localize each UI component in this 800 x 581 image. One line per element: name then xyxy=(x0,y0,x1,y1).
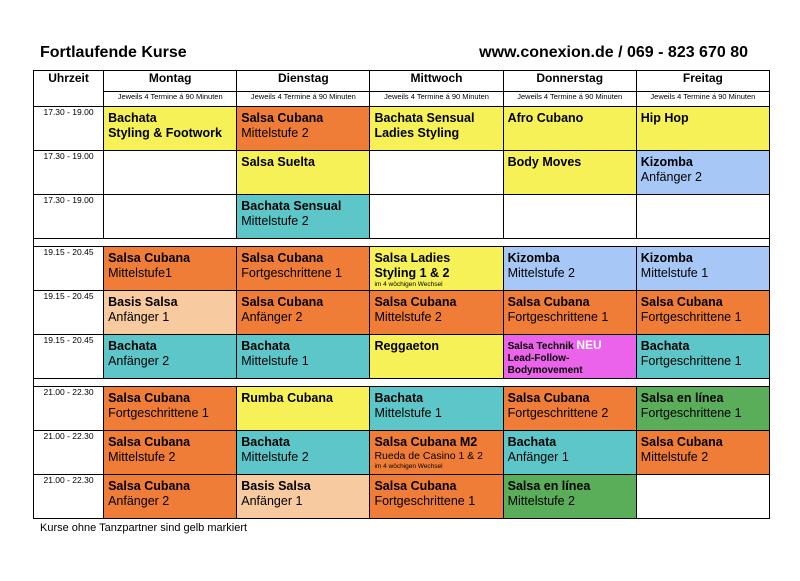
time-slot: 19.15 - 20.45 xyxy=(34,335,104,379)
schedule-row xyxy=(34,475,770,519)
course-name-text: Salsa Suelta xyxy=(241,155,315,169)
course-level: Mittelstufe1 xyxy=(108,266,173,280)
subheader-note: Jeweils 4 Termine á 90 Minuten xyxy=(503,92,636,107)
course-name-text: Salsa Cubana xyxy=(108,435,191,449)
course-cell xyxy=(237,107,370,151)
course-level: Fortgeschrittene 1 xyxy=(640,406,742,420)
course-cell xyxy=(104,247,237,291)
course-name xyxy=(508,111,632,126)
time-slot: 21.00 - 22.30 xyxy=(34,387,104,431)
course-name xyxy=(508,479,632,494)
course-note: im 4 wöchigen Wechsel xyxy=(374,463,443,470)
time-slot: 17.30 - 19.00 xyxy=(34,107,104,151)
schedule-body xyxy=(34,107,770,519)
time-slot: 17.30 - 19.00 xyxy=(34,151,104,195)
course-level: Lead-Follow- xyxy=(507,353,570,364)
course-level: Mittelstufe 2 xyxy=(374,310,442,324)
course-level: Rueda de Casino 1 & 2 xyxy=(374,450,484,462)
course-name-text: Hip Hop xyxy=(640,111,689,125)
course-name xyxy=(508,339,632,353)
course-name-text: Afro Cubano xyxy=(507,111,584,125)
course-cell xyxy=(104,335,237,379)
schedule-row xyxy=(34,107,770,151)
course-cell xyxy=(503,431,636,475)
course-level: Anfänger 1 xyxy=(507,450,569,464)
course-level: Mittelstufe 1 xyxy=(374,406,442,420)
course-name-text: Reggaeton xyxy=(374,339,440,353)
time-slot: 19.15 - 20.45 xyxy=(34,291,104,335)
course-name xyxy=(641,295,765,310)
day-header-row xyxy=(34,71,770,92)
course-level: Mittelstufe 1 xyxy=(640,266,709,280)
course-name xyxy=(108,391,232,406)
course-name xyxy=(508,391,632,406)
course-name xyxy=(241,479,365,494)
course-cell xyxy=(104,107,237,151)
course-cell xyxy=(237,431,370,475)
course-level: Fortgeschrittene 2 xyxy=(507,406,609,420)
separator-cell xyxy=(34,239,770,247)
course-name-text: Salsa Cubana xyxy=(640,295,723,309)
course-level-line2: Bodymovement xyxy=(507,365,583,376)
course-name-text: Salsa Cubana xyxy=(241,111,324,125)
course-name-text: Salsa en línea xyxy=(507,479,591,493)
course-cell xyxy=(503,387,636,431)
course-cell xyxy=(503,247,636,291)
course-cell xyxy=(237,291,370,335)
course-cell xyxy=(636,247,769,291)
course-cell xyxy=(237,195,370,239)
course-level: Fortgeschrittene 1 xyxy=(241,266,343,280)
course-name xyxy=(641,111,765,126)
course-cell xyxy=(370,247,503,291)
course-cell xyxy=(104,291,237,335)
course-level: Mittelstufe 2 xyxy=(241,214,309,228)
course-name xyxy=(374,339,498,354)
contact-info: www.conexion.de / 069 - 823 670 80 xyxy=(479,44,748,61)
course-name xyxy=(508,251,632,266)
course-name xyxy=(241,111,365,126)
schedule-row xyxy=(34,431,770,475)
course-name-text: Rumba Cubana xyxy=(241,391,333,405)
course-level: Fortgeschrittene 1 xyxy=(640,310,742,324)
course-name xyxy=(374,391,498,406)
course-level: Fortgeschrittene 1 xyxy=(374,494,476,508)
course-name xyxy=(108,251,232,266)
course-name xyxy=(374,435,498,450)
course-name-text: Bachata xyxy=(241,339,290,353)
course-name xyxy=(508,295,632,310)
course-name xyxy=(241,391,365,406)
empty-cell xyxy=(636,195,769,239)
time-column-header: Uhrzeit xyxy=(34,71,104,107)
day-header-freitag: Freitag xyxy=(636,71,769,92)
course-cell xyxy=(104,387,237,431)
course-name-text: Bachata xyxy=(640,339,690,353)
course-level: Mittelstufe 2 xyxy=(507,494,575,508)
course-name xyxy=(374,251,498,266)
course-level: Mittelstufe 2 xyxy=(241,126,309,140)
course-name-text: Body Moves xyxy=(507,155,582,169)
course-name-text: Bachata xyxy=(108,111,157,125)
course-cell xyxy=(370,107,503,151)
course-name xyxy=(241,339,365,354)
course-cell xyxy=(370,431,503,475)
course-level: Anfänger 2 xyxy=(241,310,303,324)
course-name-text: Salsa Cubana xyxy=(241,295,324,309)
course-name-text: Salsa Cubana M2 xyxy=(374,435,478,449)
block-separator xyxy=(34,379,770,387)
course-level: Anfänger 2 xyxy=(640,170,702,184)
course-level: Anfänger 1 xyxy=(241,494,303,508)
course-name-text: Bachata xyxy=(374,391,424,405)
course-level: Ladies Styling xyxy=(374,126,460,140)
course-cell xyxy=(237,151,370,195)
empty-cell xyxy=(104,195,237,239)
footer-note: Kurse ohne Tanzpartner sind gelb markiert xyxy=(40,522,248,534)
course-name xyxy=(641,391,765,406)
day-header-montag: Montag xyxy=(104,71,237,92)
course-name xyxy=(108,295,232,310)
course-name-text: Bachata xyxy=(241,435,290,449)
course-name-text: Kizomba xyxy=(640,251,693,265)
time-slot: 21.00 - 22.30 xyxy=(34,475,104,519)
schedule-row xyxy=(34,387,770,431)
course-level: Mittelstufe 2 xyxy=(640,450,709,464)
day-header-dienstag: Dienstag xyxy=(237,71,370,92)
course-name xyxy=(374,479,498,494)
course-cell xyxy=(636,291,769,335)
course-cell xyxy=(636,387,769,431)
course-cell xyxy=(237,475,370,519)
course-name-text: Bachata Sensual xyxy=(374,111,475,125)
subheader-note: Jeweils 4 Termine á 90 Minuten xyxy=(370,92,503,107)
block-separator xyxy=(34,239,770,247)
empty-cell xyxy=(104,151,237,195)
course-level: Fortgeschrittene 1 xyxy=(640,354,742,368)
course-cell xyxy=(237,387,370,431)
subheader-row xyxy=(34,92,770,107)
day-header-donnerstag: Donnerstag xyxy=(503,71,636,92)
time-slot: 21.00 - 22.30 xyxy=(34,431,104,475)
day-header-mittwoch: Mittwoch xyxy=(370,71,503,92)
course-schedule-table xyxy=(33,70,770,519)
course-level: Styling & Footwork xyxy=(108,126,222,140)
course-cell xyxy=(636,335,769,379)
course-level: Mittelstufe 2 xyxy=(241,450,309,464)
course-cell xyxy=(503,107,636,151)
course-name xyxy=(374,111,498,126)
course-name-text: Kizomba xyxy=(640,155,693,169)
course-cell xyxy=(237,335,370,379)
schedule-row xyxy=(34,335,770,379)
course-cell xyxy=(370,387,503,431)
course-name xyxy=(241,251,365,266)
course-name-text: Salsa Cubana xyxy=(640,435,723,449)
course-name-text: Bachata Sensual xyxy=(241,199,342,213)
course-cell xyxy=(636,431,769,475)
course-name xyxy=(241,435,365,450)
course-name xyxy=(241,199,365,214)
new-badge: NEU xyxy=(576,338,602,352)
course-cell xyxy=(104,431,237,475)
course-name xyxy=(508,155,632,170)
course-name-text: Salsa Cubana xyxy=(507,295,590,309)
course-name-text: Salsa Cubana xyxy=(108,479,191,493)
course-cell xyxy=(636,151,769,195)
course-cell xyxy=(370,335,503,379)
course-cell xyxy=(370,475,503,519)
course-level: Fortgeschrittene 1 xyxy=(507,310,609,324)
schedule-row xyxy=(34,291,770,335)
course-name xyxy=(508,435,632,450)
course-name-text: Basis Salsa xyxy=(108,295,178,309)
course-name-text: Salsa Cubana xyxy=(108,251,191,265)
course-cell xyxy=(503,291,636,335)
empty-cell xyxy=(636,475,769,519)
empty-cell xyxy=(503,195,636,239)
course-name xyxy=(241,155,365,170)
course-name-text: Salsa Cubana xyxy=(108,391,191,405)
course-name-text: Salsa Cubana xyxy=(241,251,324,265)
course-name-text: Basis Salsa xyxy=(241,479,311,493)
course-name-text: Bachata xyxy=(108,339,157,353)
subheader-note: Jeweils 4 Termine á 90 Minuten xyxy=(237,92,370,107)
course-cell xyxy=(370,291,503,335)
course-level: Fortgeschrittene 1 xyxy=(108,406,209,420)
page-title: Fortlaufende Kurse xyxy=(40,44,187,61)
course-cell xyxy=(636,107,769,151)
course-level: Mittelstufe 2 xyxy=(507,266,575,280)
course-name-text: Salsa Cubana xyxy=(374,479,457,493)
course-name xyxy=(108,339,232,354)
course-level: Anfänger 1 xyxy=(108,310,170,324)
time-slot: 17.30 - 19.00 xyxy=(34,195,104,239)
course-name-text: Salsa Cubana xyxy=(374,295,457,309)
course-cell xyxy=(503,335,636,379)
course-name xyxy=(641,339,765,354)
course-name xyxy=(374,295,498,310)
course-cell xyxy=(237,247,370,291)
course-level: Anfänger 2 xyxy=(108,494,170,508)
course-cell xyxy=(503,151,636,195)
course-name xyxy=(641,155,765,170)
empty-cell xyxy=(370,195,503,239)
course-level: Mittelstufe 2 xyxy=(108,450,176,464)
course-name-text: Salsa en línea xyxy=(640,391,724,405)
course-name-text: Salsa Ladies xyxy=(374,251,451,265)
course-name xyxy=(108,435,232,450)
course-level: Styling 1 & 2 xyxy=(374,266,450,280)
course-name xyxy=(108,111,232,126)
course-cell xyxy=(104,475,237,519)
course-name-text: Bachata xyxy=(507,435,557,449)
course-name xyxy=(108,479,232,494)
course-name xyxy=(641,435,765,450)
subheader-note: Jeweils 4 Termine á 90 Minuten xyxy=(104,92,237,107)
time-slot: 19.15 - 20.45 xyxy=(34,247,104,291)
schedule-row xyxy=(34,195,770,239)
course-note: im 4 wöchigen Wechsel xyxy=(374,281,443,288)
course-level: Mittelstufe 1 xyxy=(241,354,309,368)
course-name-text: Salsa Cubana xyxy=(507,391,590,405)
schedule-row xyxy=(34,151,770,195)
course-name xyxy=(241,295,365,310)
course-name-text: Kizomba xyxy=(507,251,560,265)
subheader-note: Jeweils 4 Termine á 90 Minuten xyxy=(636,92,769,107)
separator-cell xyxy=(34,379,770,387)
empty-cell xyxy=(370,151,503,195)
schedule-row xyxy=(34,247,770,291)
course-level: Anfänger 2 xyxy=(108,354,170,368)
course-name-text: Salsa Technik xyxy=(507,341,574,352)
course-name xyxy=(641,251,765,266)
course-cell xyxy=(503,475,636,519)
